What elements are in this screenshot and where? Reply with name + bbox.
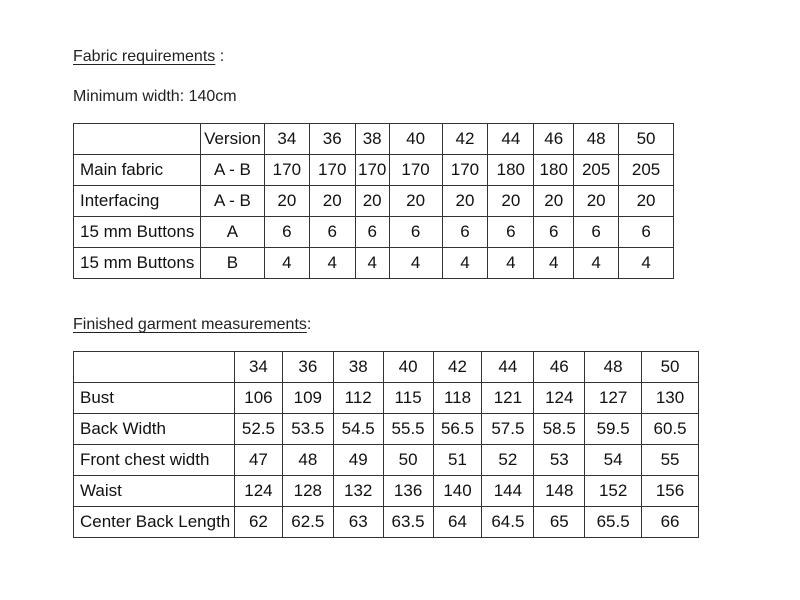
row-label: 15 mm Buttons	[74, 248, 201, 279]
value-cell: 20	[574, 186, 619, 217]
value-cell: 20	[264, 186, 309, 217]
value-cell: 6	[264, 217, 309, 248]
row-label: Interfacing	[74, 186, 201, 217]
value-cell: 20	[619, 186, 674, 217]
value-cell: 47	[234, 445, 282, 476]
finished-measurements-title: Finished garment measurements	[73, 316, 307, 333]
version-cell: A	[200, 217, 264, 248]
value-cell: 55.5	[383, 414, 433, 445]
value-cell: 128	[282, 476, 333, 507]
value-cell: 49	[333, 445, 383, 476]
value-cell: 56.5	[433, 414, 482, 445]
table-row	[74, 445, 699, 476]
value-cell: 66	[642, 507, 699, 538]
value-cell: 52.5	[234, 414, 282, 445]
size-header: 50	[619, 124, 674, 155]
size-header: 42	[433, 352, 482, 383]
size-header: 48	[585, 352, 642, 383]
value-cell: 65.5	[585, 507, 642, 538]
value-cell: 156	[642, 476, 699, 507]
value-cell: 59.5	[585, 414, 642, 445]
value-cell: 50	[383, 445, 433, 476]
size-header: 38	[355, 124, 389, 155]
value-cell: 60.5	[642, 414, 699, 445]
value-cell: 65	[534, 507, 585, 538]
value-cell: 124	[234, 476, 282, 507]
table-corner-cell	[74, 352, 235, 383]
value-cell: 57.5	[482, 414, 534, 445]
value-cell: 6	[442, 217, 488, 248]
table-row	[74, 414, 699, 445]
value-cell: 112	[333, 383, 383, 414]
value-cell: 6	[534, 217, 574, 248]
size-header: 44	[482, 352, 534, 383]
value-cell: 132	[333, 476, 383, 507]
value-cell: 127	[585, 383, 642, 414]
value-cell: 4	[264, 248, 309, 279]
size-header: 40	[389, 124, 442, 155]
size-header: 42	[442, 124, 488, 155]
value-cell: 20	[309, 186, 355, 217]
value-cell: 6	[574, 217, 619, 248]
value-cell: 180	[534, 155, 574, 186]
size-header: 40	[383, 352, 433, 383]
value-cell: 54.5	[333, 414, 383, 445]
value-cell: 170	[309, 155, 355, 186]
size-header: 36	[309, 124, 355, 155]
row-label: Main fabric	[74, 155, 201, 186]
finished-measurements-suffix: :	[306, 316, 312, 333]
value-cell: 64.5	[482, 507, 534, 538]
value-cell: 20	[488, 186, 534, 217]
row-label: Bust	[74, 383, 235, 414]
fabric-header-row	[74, 124, 674, 155]
value-cell: 205	[619, 155, 674, 186]
value-cell: 6	[355, 217, 389, 248]
value-cell: 62.5	[282, 507, 333, 538]
table-row	[74, 476, 699, 507]
value-cell: 20	[442, 186, 488, 217]
value-cell: 20	[389, 186, 442, 217]
size-header: 46	[534, 124, 574, 155]
value-cell: 130	[642, 383, 699, 414]
version-cell: B	[200, 248, 264, 279]
value-cell: 152	[585, 476, 642, 507]
value-cell: 51	[433, 445, 482, 476]
value-cell: 58.5	[534, 414, 585, 445]
value-cell: 170	[355, 155, 389, 186]
row-label: Center Back Length	[74, 507, 235, 538]
value-cell: 6	[619, 217, 674, 248]
version-header: Version	[200, 124, 264, 155]
value-cell: 20	[355, 186, 389, 217]
value-cell: 124	[534, 383, 585, 414]
measure-table-body	[74, 383, 699, 538]
table-row	[74, 155, 674, 186]
fabric-requirements-heading	[73, 48, 224, 66]
size-header: 36	[282, 352, 333, 383]
value-cell: 170	[264, 155, 309, 186]
size-header: 34	[264, 124, 309, 155]
size-header: 44	[488, 124, 534, 155]
value-cell: 4	[619, 248, 674, 279]
version-cell: A - B	[200, 186, 264, 217]
table-row	[74, 248, 674, 279]
row-label: Front chest width	[74, 445, 235, 476]
fabric-requirements-suffix: :	[215, 48, 225, 65]
size-header: 48	[574, 124, 619, 155]
minimum-width-note: Minimum width: 140cm	[73, 88, 237, 105]
value-cell: 54	[585, 445, 642, 476]
version-cell: A - B	[200, 155, 264, 186]
value-cell: 136	[383, 476, 433, 507]
table-row	[74, 217, 674, 248]
row-label: Waist	[74, 476, 235, 507]
value-cell: 4	[574, 248, 619, 279]
value-cell: 170	[442, 155, 488, 186]
value-cell: 4	[534, 248, 574, 279]
value-cell: 52	[482, 445, 534, 476]
value-cell: 115	[383, 383, 433, 414]
table-row	[74, 383, 699, 414]
table-corner-cell	[74, 124, 201, 155]
value-cell: 118	[433, 383, 482, 414]
value-cell: 6	[309, 217, 355, 248]
value-cell: 148	[534, 476, 585, 507]
measure-header-row	[74, 352, 699, 383]
value-cell: 64	[433, 507, 482, 538]
size-header: 46	[534, 352, 585, 383]
value-cell: 180	[488, 155, 534, 186]
size-header: 50	[642, 352, 699, 383]
value-cell: 53.5	[282, 414, 333, 445]
value-cell: 4	[389, 248, 442, 279]
value-cell: 62	[234, 507, 282, 538]
garment-measurements-table	[73, 351, 699, 538]
value-cell: 144	[482, 476, 534, 507]
finished-measurements-heading	[73, 316, 311, 334]
value-cell: 170	[389, 155, 442, 186]
value-cell: 4	[309, 248, 355, 279]
table-row	[74, 507, 699, 538]
value-cell: 20	[534, 186, 574, 217]
value-cell: 4	[488, 248, 534, 279]
value-cell: 106	[234, 383, 282, 414]
size-header: 34	[234, 352, 282, 383]
row-label: 15 mm Buttons	[74, 217, 201, 248]
value-cell: 109	[282, 383, 333, 414]
fabric-table-body	[74, 155, 674, 279]
value-cell: 53	[534, 445, 585, 476]
value-cell: 6	[389, 217, 442, 248]
size-header: 38	[333, 352, 383, 383]
value-cell: 4	[442, 248, 488, 279]
fabric-requirements-title: Fabric requirements	[73, 48, 216, 65]
value-cell: 4	[355, 248, 389, 279]
table-row	[74, 186, 674, 217]
value-cell: 121	[482, 383, 534, 414]
row-label: Back Width	[74, 414, 235, 445]
fabric-requirements-table	[73, 123, 674, 279]
value-cell: 140	[433, 476, 482, 507]
value-cell: 63.5	[383, 507, 433, 538]
value-cell: 6	[488, 217, 534, 248]
value-cell: 63	[333, 507, 383, 538]
value-cell: 205	[574, 155, 619, 186]
value-cell: 55	[642, 445, 699, 476]
value-cell: 48	[282, 445, 333, 476]
